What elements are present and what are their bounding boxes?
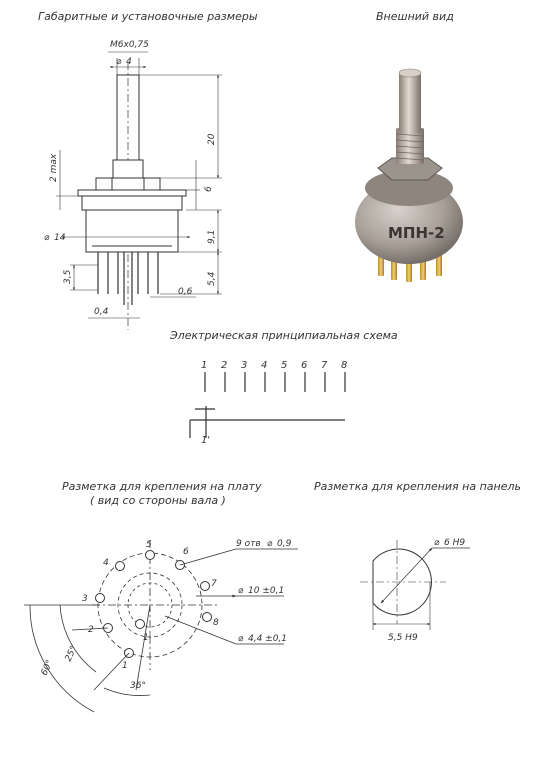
shaft-diameter-symbol: ⌀: [116, 57, 122, 67]
panel-marking-drawing: [360, 540, 470, 630]
thread-label: М6х0,75: [110, 40, 149, 50]
angle-step-label: 36°: [130, 681, 146, 691]
pin-2-label: 2: [88, 625, 94, 635]
holes-diameter-symbol: ⌀: [267, 539, 273, 549]
inner-circle-label: 4,4 ±0,1: [248, 634, 288, 644]
nut-max-label: 2 max: [49, 153, 59, 182]
terminal-6-label: 6: [301, 360, 308, 371]
product-label: МПН-2: [388, 224, 445, 242]
pin-length-right-label: 5,4: [207, 271, 217, 286]
terminal-5-label: 5: [281, 360, 288, 371]
pin-3-label: 3: [82, 594, 88, 604]
body-height-label: 9,1: [207, 229, 217, 244]
terminal-3-label: 3: [241, 360, 248, 371]
plate-marking-labels: [40, 539, 292, 691]
dimensions-heading: Габаритные и установочные размеры: [38, 10, 258, 23]
pin-width-label: 0,4: [94, 307, 109, 317]
inner-circle-symbol: ⌀: [238, 634, 244, 644]
external-view-heading: Внешний вид: [376, 10, 454, 23]
shaft-diameter-label: 4: [126, 57, 132, 67]
schematic-heading: Электрическая принципиальная схема: [170, 329, 398, 342]
panel-hole-label: 6 Н9: [444, 538, 466, 548]
terminal-8-label: 8: [341, 360, 348, 371]
plate-marking-subheading: ( вид со стороны вала ): [90, 494, 226, 507]
pin-1-label: 1: [122, 661, 128, 671]
terminal-7-label: 7: [321, 360, 328, 371]
angle-25-label: 25°: [63, 644, 80, 664]
pin-4-label: 4: [103, 558, 109, 568]
pin-length-left-label: 3,5: [63, 269, 73, 284]
flange-outline: [82, 196, 182, 210]
plate-marking-drawing: [24, 540, 298, 712]
body-diameter-symbol: ⌀: [44, 233, 50, 243]
body-diameter-label: 14: [54, 233, 66, 243]
plate-marking-heading: Разметка для крепления на плату: [62, 480, 262, 493]
angle-60-label: 60°: [39, 658, 56, 678]
pin-8-label: 8: [213, 618, 219, 628]
terminal-4-label: 4: [261, 360, 268, 371]
side-view-drawing: [56, 52, 222, 330]
outer-circle-label: 10 ±0,1: [248, 586, 285, 596]
shaft-length-label: 20: [207, 133, 217, 145]
pin-5-label: 5: [146, 540, 152, 550]
panel-marking-heading: Разметка для крепления на панель: [314, 480, 522, 493]
pin-7-label: 7: [211, 579, 217, 589]
pin-spacing-label: 0,6: [178, 287, 193, 297]
terminal-2-label: 2: [221, 360, 228, 371]
panel-flat-label: 5,5 Н9: [388, 633, 418, 643]
pin-6-label: 6: [183, 547, 189, 557]
nut-height-label: 6: [204, 186, 214, 192]
holes-diameter-label: 0,9: [277, 539, 292, 549]
bushing-outline: [113, 160, 143, 178]
schematic-diagram: [190, 372, 345, 438]
switch-photo: [355, 69, 463, 282]
common-terminal-label: 1': [201, 435, 211, 446]
outer-circle-symbol: ⌀: [238, 586, 244, 596]
holes-label: 9 отв: [236, 539, 261, 549]
common-pin-label: 1': [143, 633, 152, 643]
nut-outline: [96, 178, 160, 190]
panel-hole-symbol: ⌀: [434, 538, 440, 548]
terminal-1-label: 1: [201, 360, 208, 371]
